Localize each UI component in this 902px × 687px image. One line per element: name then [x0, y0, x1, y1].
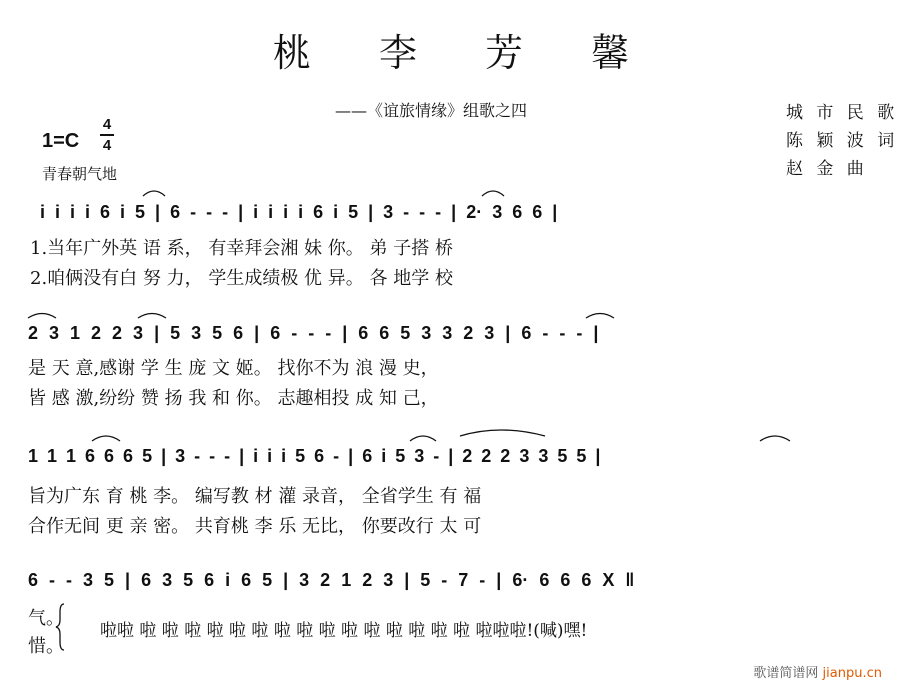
credit-source: 城 市 民 歌	[786, 103, 899, 123]
staff-line-2-lyrics-verse2: 皆 感 激,纷纷 赞 扬 我 和 你。 志趣相投 成 知 己，	[28, 388, 439, 409]
subtitle: ——《谊旅情缘》组歌之四	[335, 101, 528, 120]
time-signature-bottom: 4	[102, 137, 112, 154]
staff-line-1-notes: i i i i 6 i 5 | 6 - - - | i i i i 6 i 5 | 3 - - - | 2· 3 6 6 |	[40, 202, 558, 222]
time-signature	[100, 116, 114, 154]
page-title: 桃 李 芳 馨	[272, 31, 658, 75]
credit-composer: 赵 金 曲	[786, 159, 868, 179]
slur	[138, 314, 166, 319]
slur	[410, 436, 436, 441]
watermark-prefix: 歌谱简谱网	[753, 666, 819, 681]
staff-line-4-notes: 6 - - 3 5 | 6 3 5 6 i 6 5 | 3 2 1 2 3 | 5 - 7 - | 6· 6 6 6 X ‖	[28, 570, 635, 590]
slur	[28, 314, 56, 319]
staff-line-2-notes: 2 3 1 2 2 3 | 5 3 5 6 | 6 - - - | 6 6 5 3 3 2 3 | 6 - - - |	[28, 323, 599, 343]
staff-line-3-lyrics-verse2: 合作无间 更 亲 密。 共育桃 李 乐 无比， 你要改行 太 可	[28, 516, 482, 537]
slur	[760, 436, 790, 441]
key-signature: 1=C	[42, 130, 80, 152]
staff-line-2-lyrics-verse1: 是 天 意,感谢 学 生 庞 文 姬。 找你不为 浪 漫 史，	[28, 358, 439, 379]
time-signature-top: 4	[102, 116, 112, 133]
slur	[482, 191, 504, 196]
tempo-marking: 青春朝气地	[42, 165, 118, 183]
watermark	[753, 662, 882, 681]
staff-line-4-lyrics-end-verse2: 惜。	[28, 636, 64, 657]
slur	[586, 314, 614, 319]
staff-line-3-notes: 1 1 1 6 6 6 5 | 3 - - - | i i i 5 6 - | 6 i 5 3 - | 2 2 2 3 3 5 5 |	[28, 446, 601, 466]
staff-line-1-lyrics-verse1: 1.当年广外英 语 系， 有幸拜会湘 妹 你。 弟 子搭 桥	[30, 238, 453, 259]
staff-line-3-lyrics-verse1: 旨为广东 育 桃 李。 编写教 材 灌 录音， 全省学生 有 福	[28, 486, 482, 507]
staff-line-1-lyrics-verse2: 2.咱俩没有白 努 力， 学生成绩极 优 异。 各 地学 校	[30, 268, 453, 289]
tie	[460, 430, 545, 436]
watermark-brand: jianpu.cn	[822, 666, 882, 681]
staff-line-4-lyrics-end-verse1: 气。	[28, 608, 64, 629]
credit-lyricist: 陈 颖 波 词	[786, 131, 899, 151]
slur	[92, 436, 120, 441]
staff-line-4-lyrics-shared: 啦啦 啦 啦 啦 啦 啦 啦 啦 啦 啦 啦 啦 啦 啦 啦 啦 啦啦啦!(喊)嘿!	[100, 621, 588, 641]
slur	[143, 191, 165, 196]
